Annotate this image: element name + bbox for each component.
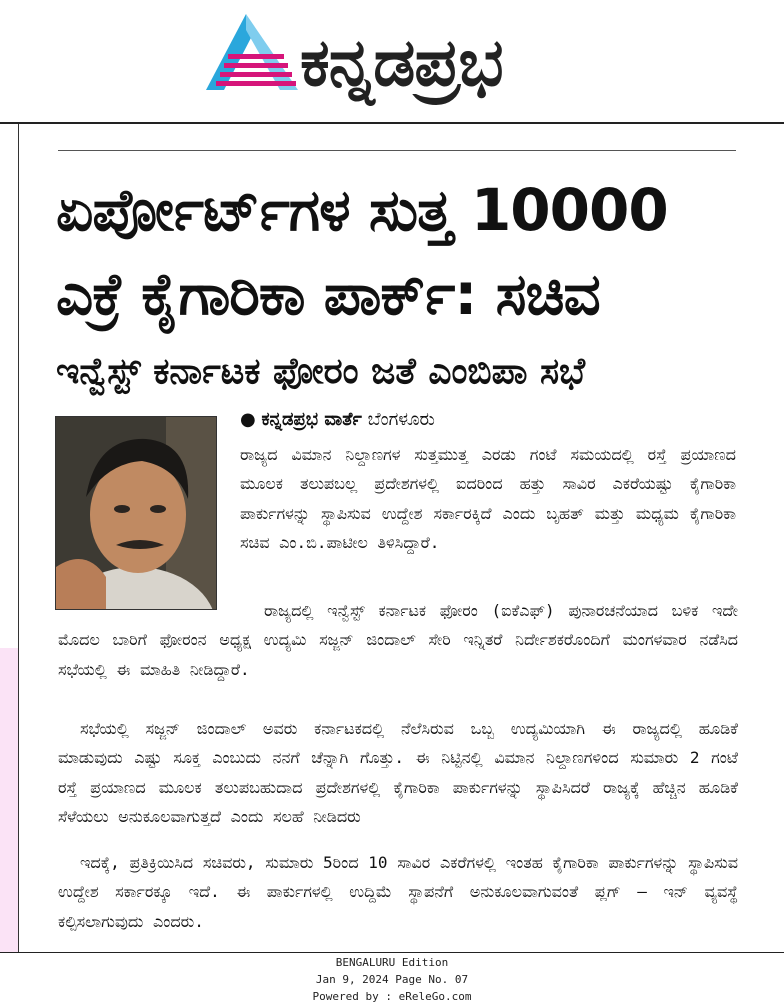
footer-edition: BENGALURU Edition [335, 956, 449, 969]
headline-line-2: ಎಕ್ರೆ ಕೈಗಾರಿಕಾ ಪಾರ್ಕ್: ಸಚಿವ [56, 260, 600, 328]
kannada-prabha-logo-icon [206, 14, 298, 94]
headline-line-1: ಏರ್ಪೋರ್ಟ್‌ಗಳ ಸುತ್ತ 10000 [56, 176, 668, 244]
byline-location: ಬೆಂಗಳೂರು [367, 409, 435, 430]
byline [240, 406, 435, 434]
subheadline: ಇನ್ವೆಸ್ಟ್ ಕರ್ನಾಟಕ ಫೋರಂ ಜತೆ ಎಂಬಿಪಾ ಸಭೆ [56, 351, 586, 392]
masthead-divider [0, 122, 784, 124]
headline [56, 168, 746, 336]
byline-bullet: ● [240, 409, 256, 430]
masthead [0, 0, 784, 122]
margin-strip [0, 648, 18, 952]
footer-powered-by[interactable]: Powered by : eReleGo.com [312, 990, 472, 1003]
article-paragraph-2: ರಾಜ್ಯದಲ್ಲಿ ಇನ್ವೆಸ್ಟ್ ಕರ್ನಾಟಕ ಫೋರಂ (ಐಕೆಎಫ್) ಪುನಾರಚನೆಯಾದ ಬಳಿಕ ಇದೇ ಮೊದಲ ಬಾರಿಗೆ ಫೋರಂನ ಅಧ್ಯಕ್ಷ ಉದ್ಯಮಿ ಸಜ್ಜನ್ ಜಿಂದಾಲ್ ಸೇರಿ ಇನ್ನಿತರೆ ನಿರ್ದೇಶಕರೊಂದಿಗೆ ಮಂಗಳವಾರ ನಡೆಸಿದ ಸಭೆಯಲ್ಲಿ ಈ ಮಾಹಿತಿ ನೀಡಿದ್ದಾರೆ. [58, 601, 738, 679]
article-paragraph-1: ರಾಜ್ಯದ ವಿಮಾನ ನಿಲ್ದಾಣಗಳ ಸುತ್ತಮುತ್ತ ಎರಡು ಗಂಟೆ ಸಮಯದಲ್ಲಿ ರಸ್ತೆ ಪ್ರಯಾಣದ ಮೂಲಕ ತಲುಪಬಲ್ಲ ಪ್ರದೇಶಗಳಲ್ಲಿ ಐದರಿಂದ ಹತ್ತು ಸಾವಿರ ಎಕರೆಯಷ್ಟು ಕೈಗಾರಿಕಾ ಪಾರ್ಕುಗಳನ್ನು ಸ್ಥಾಪಿಸುವ ಉದ್ದೇಶ ಸರ್ಕಾರಕ್ಕಿದೆ ಎಂದು ಬೃಹತ್ ಮತ್ತು ಮಧ್ಯಮ ಕೈಗಾರಿಕಾ ಸಚಿವ ಎಂ.ಬಿ.ಪಾಟೀಲ ತಿಳಿಸಿದ್ದಾರೆ. [240, 445, 736, 553]
article-paragraph-3: ಸಭೆಯಲ್ಲಿ ಸಜ್ಜನ್ ಜಿಂದಾಲ್ ಅವರು ಕರ್ನಾಟಕದಲ್ಲಿ ನೆಲೆಸಿರುವ ಒಬ್ಬ ಉದ್ಯಮಿಯಾಗಿ ಈ ರಾಜ್ಯದಲ್ಲಿ ಹೂಡಿಕೆ ಮಾಡುವುದು ಎಷ್ಟು ಸೂಕ್ತ ಎಂಬುದು ನನಗೆ ಚೆನ್ನಾಗಿ ಗೊತ್ತು. ಈ ನಿಟ್ಟಿನಲ್ಲಿ ವಿಮಾನ ನಿಲ್ದಾಣಗಳಿಂದ ಸುಮಾರು 2 ಗಂಟೆ ರಸ್ತೆ ಪ್ರಯಾಣದ ಮೂಲಕ ತಲುಪಬಹುದಾದ ಪ್ರದೇಶಗಳಲ್ಲಿ ಕೈಗಾರಿಕಾ ಪಾರ್ಕುಗಳನ್ನು ಸ್ಥಾಪಿಸಿದರೆ ರಾಜ್ಯಕ್ಕೆ ಹೆಚ್ಚಿನ ಹೂಡಿಕೆ ಸೆಳೆಯಲು ಅನುಕೂಲವಾಗುತ್ತದೆ ಎಂದು ಸಲಹೆ ನೀಡಿದರು [58, 719, 738, 827]
article-top-rule [58, 150, 736, 151]
footer-date-page: Jan 9, 2024 Page No. 07 [315, 973, 469, 986]
portrait-image [56, 417, 216, 609]
minister-photo [55, 416, 217, 610]
article-paragraph-4: ಇದಕ್ಕೆ, ಪ್ರತಿಕ್ರಿಯಿಸಿದ ಸಚಿವರು, ಸುಮಾರು 5ರಿಂದ 10 ಸಾವಿರ ಎಕರೆಗಳಲ್ಲಿ ಇಂತಹ ಕೈಗಾರಿಕಾ ಪಾರ್ಕುಗಳನ್ನು ಸ್ಥಾಪಿಸುವ ಉದ್ದೇಶ ಸರ್ಕಾರಕ್ಕೂ ಇದೆ. ಈ ಪಾರ್ಕುಗಳಲ್ಲಿ ಉದ್ದಿಮೆ ಸ್ಥಾಪನೆಗೆ ಅನುಕೂಲವಾಗುವಂತೆ ಪ್ಲಗ್ – ಇನ್ ವ್ಯವಸ್ಥೆ ಕಲ್ಪಿಸಲಾಗುವುದು ಎಂದರು. [58, 853, 738, 931]
brand-name: ಕನ್ನಡಪ್ರಭ [300, 24, 503, 101]
footer [0, 954, 784, 1005]
column-border [18, 124, 19, 952]
byline-agency: ಕನ್ನಡಪ್ರಭ ವಾರ್ತೆ [261, 409, 362, 430]
footer-divider [0, 952, 784, 953]
